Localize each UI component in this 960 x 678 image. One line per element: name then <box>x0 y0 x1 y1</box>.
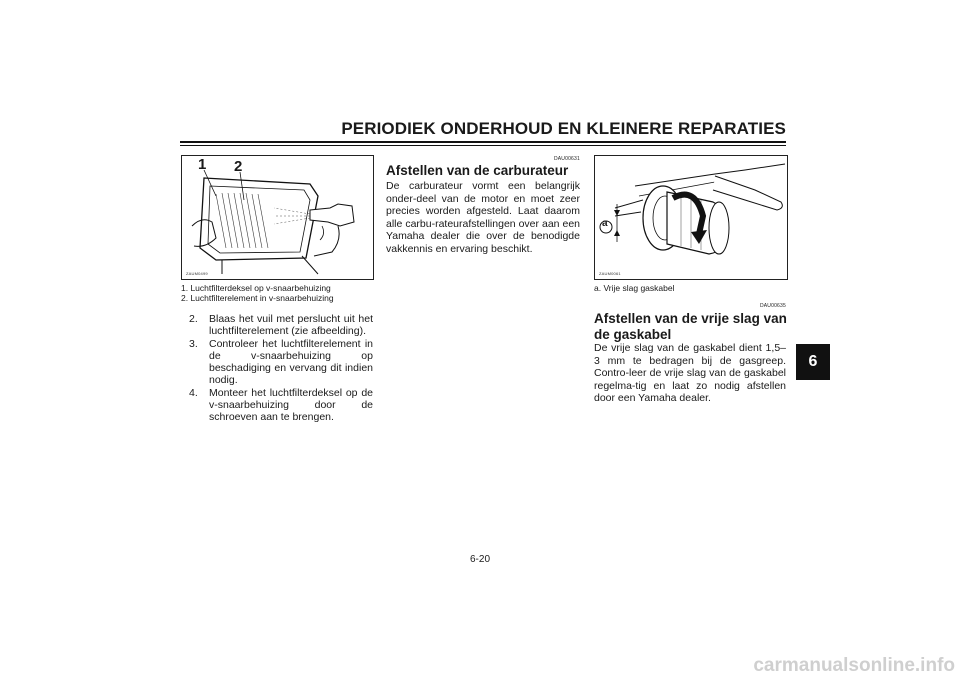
steps-list <box>181 313 373 424</box>
step-number: 2. <box>189 313 198 325</box>
step-text: Controleer het luchtfilterelement in de v-snaarbehuizing op beschadiging en vervang dit indien nodig. <box>209 337 373 387</box>
caption-1: 1. Luchtfilterdeksel op v-snaarbehuizing <box>181 283 331 293</box>
caption-2: 2. Luchtfilterelement in v-snaarbehuizing <box>181 293 334 303</box>
page-number: 6-20 <box>469 554 490 565</box>
list-item <box>181 338 373 387</box>
air-filter-illustration <box>182 156 373 279</box>
figure-code: ZAUM0499 <box>186 271 208 276</box>
figure1-captions <box>181 283 334 303</box>
section-heading: Afstellen van de vrije slag van de gaskabel <box>594 311 787 342</box>
section-body: De vrije slag van de gaskabel dient 1,5–3 mm te bedragen bij de gasgreep. Contro-leer de vrije slag van de gaskabel regelma-tig en laat zo nodig afstellen door een Yamaha dealer. <box>594 342 786 404</box>
step-text: Monteer het luchtfilterdeksel op de v-snaarbehuizing door de schroeven aan te brengen. <box>209 386 373 424</box>
callout-a: a <box>602 218 608 229</box>
throttle-illustration <box>595 156 787 279</box>
section-code: DAU00631 <box>553 156 580 162</box>
step-number: 4. <box>189 386 198 399</box>
figure-code: ZAUM0061 <box>599 271 621 276</box>
chapter-tab: 6 <box>796 344 830 380</box>
section-heading: Afstellen van de carburateur <box>386 163 569 178</box>
section-code: DAU00635 <box>759 303 786 309</box>
list-item <box>181 387 373 424</box>
throttle-figure <box>594 155 788 280</box>
step-text: Blaas het vuil met perslucht uit het luchtfilterelement (zie afbeelding). <box>209 313 373 338</box>
callout-1: 1 <box>198 156 207 173</box>
air-filter-figure <box>181 155 374 280</box>
header-rule-thin <box>180 145 786 146</box>
callout-2: 2 <box>234 158 243 175</box>
section-body: De carburateur vormt een belangrijk onder-deel van de motor en moet zeer precies worden afgesteld. Laat daarom alle carbu-rateurafstellingen over aan een Yamaha dealer die over de benodigde vakkennis en ervaring beschikt. <box>386 180 580 255</box>
watermark: carmanualsonline.info <box>753 655 955 676</box>
page-title: PERIODIEK ONDERHOUD EN KLEINERE REPARATIES <box>341 119 786 138</box>
figure2-caption: a. Vrije slag gaskabel <box>594 283 675 293</box>
step-number: 3. <box>189 337 198 350</box>
header-rule <box>180 141 786 143</box>
list-item <box>181 313 373 338</box>
